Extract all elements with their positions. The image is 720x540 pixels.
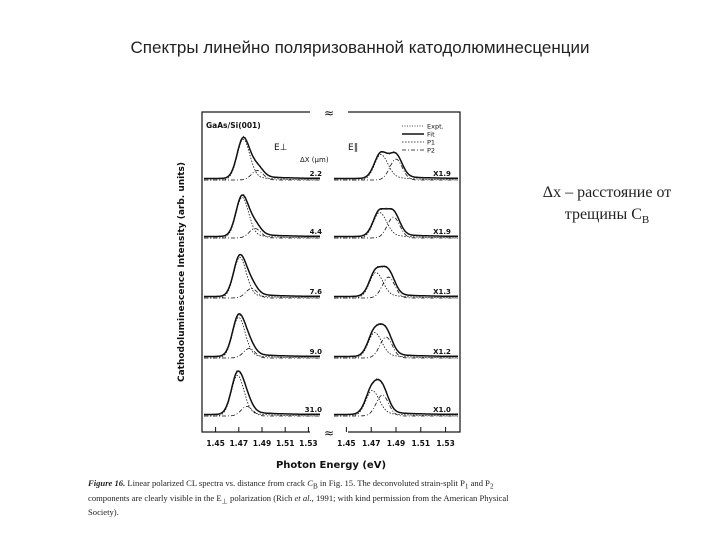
dx-value: 7.6 <box>309 288 322 296</box>
dx-header: ΔX (μm) <box>300 156 329 164</box>
dx-value: 2.2 <box>309 170 322 178</box>
side-note <box>512 182 702 231</box>
legend-p2: P2 <box>427 146 436 155</box>
side-note-text: Δx – расстояние от трещины C <box>542 184 672 223</box>
caption-text-c: and P <box>468 478 490 488</box>
fit-curve <box>204 314 320 357</box>
figure-frame <box>202 112 460 432</box>
legend-expt: Expt. <box>427 122 444 131</box>
x-tick-label: 1.47 <box>361 439 381 448</box>
polarization-right-label: E∥ <box>348 143 359 153</box>
x-tick-label: 1.49 <box>252 439 272 448</box>
expt-curve <box>204 371 320 415</box>
caption-text-a: Linear polarized CL spectra vs. distance from crack <box>125 478 308 488</box>
caption-et-al: et al. <box>294 492 312 503</box>
axis-break-bottom: ≈ <box>323 426 335 440</box>
panel-label: GaAs/Si(001) <box>206 121 261 130</box>
x-tick-label: 1.51 <box>411 439 431 448</box>
fit-curve <box>204 255 320 297</box>
y-axis-title: Cathodoluminescence Intensity (arb. units) <box>177 161 187 383</box>
dx-value: 31.0 <box>304 406 322 414</box>
cl-spectra-figure <box>170 102 470 474</box>
caption-text-b: in Fig. 15. The deconvoluted strain-split P <box>317 478 465 488</box>
fit-curve <box>204 195 320 237</box>
x-axis-title: Photon Energy (eV) <box>275 460 387 471</box>
scale-factor: X1.9 <box>433 170 451 178</box>
legend <box>402 123 444 155</box>
p1-curve <box>204 317 320 358</box>
caption-p1-sub: 1 <box>464 482 469 491</box>
caption-crack: C <box>307 478 313 488</box>
scale-factor: X1.3 <box>433 288 451 296</box>
figure-caption <box>88 478 520 518</box>
slide-title: Спектры линейно поляризованной катодолюминесценции <box>130 38 590 57</box>
x-tick-label: 1.47 <box>229 439 249 448</box>
row-labels <box>305 170 451 414</box>
polarization-left-label: E⊥ <box>274 143 288 153</box>
fit-curve <box>204 371 320 414</box>
p1-curve <box>204 375 320 416</box>
caption-text-f: , 1991; with kind permission from the American Physical Society). <box>88 492 509 518</box>
caption-crack-sub: B <box>312 482 318 491</box>
x-tick-label: 1.51 <box>275 439 295 448</box>
caption-text-e: polarization (Rich <box>227 492 295 503</box>
axis-break-top: ≈ <box>323 106 335 120</box>
legend-p1: P1 <box>427 138 436 147</box>
caption-text-d: components are clearly visible in the E <box>88 492 222 503</box>
x-tick-label: 1.45 <box>337 439 356 448</box>
p1-curve <box>204 197 320 238</box>
x-tick-label: 1.49 <box>386 439 406 448</box>
caption-label: Figure 16. <box>88 478 126 488</box>
scale-factor: X1.2 <box>433 348 451 356</box>
expt-curve <box>204 256 320 297</box>
caption-p2-sub: 2 <box>489 482 494 491</box>
scale-factor: X1.0 <box>433 406 451 414</box>
caption-e-sub: ⊥ <box>221 497 228 506</box>
spectra-curves <box>204 136 458 416</box>
expt-curve <box>204 314 320 356</box>
x-tick-label: 1.53 <box>436 439 455 448</box>
legend-fit: Fit <box>427 130 435 139</box>
dx-value: 9.0 <box>309 348 322 356</box>
x-tick-label: 1.45 <box>206 439 225 448</box>
scale-factor: X1.9 <box>433 228 451 236</box>
x-tick-label: 1.53 <box>299 439 318 448</box>
dx-value: 4.4 <box>309 228 322 236</box>
side-note-subscript: B <box>641 214 650 227</box>
